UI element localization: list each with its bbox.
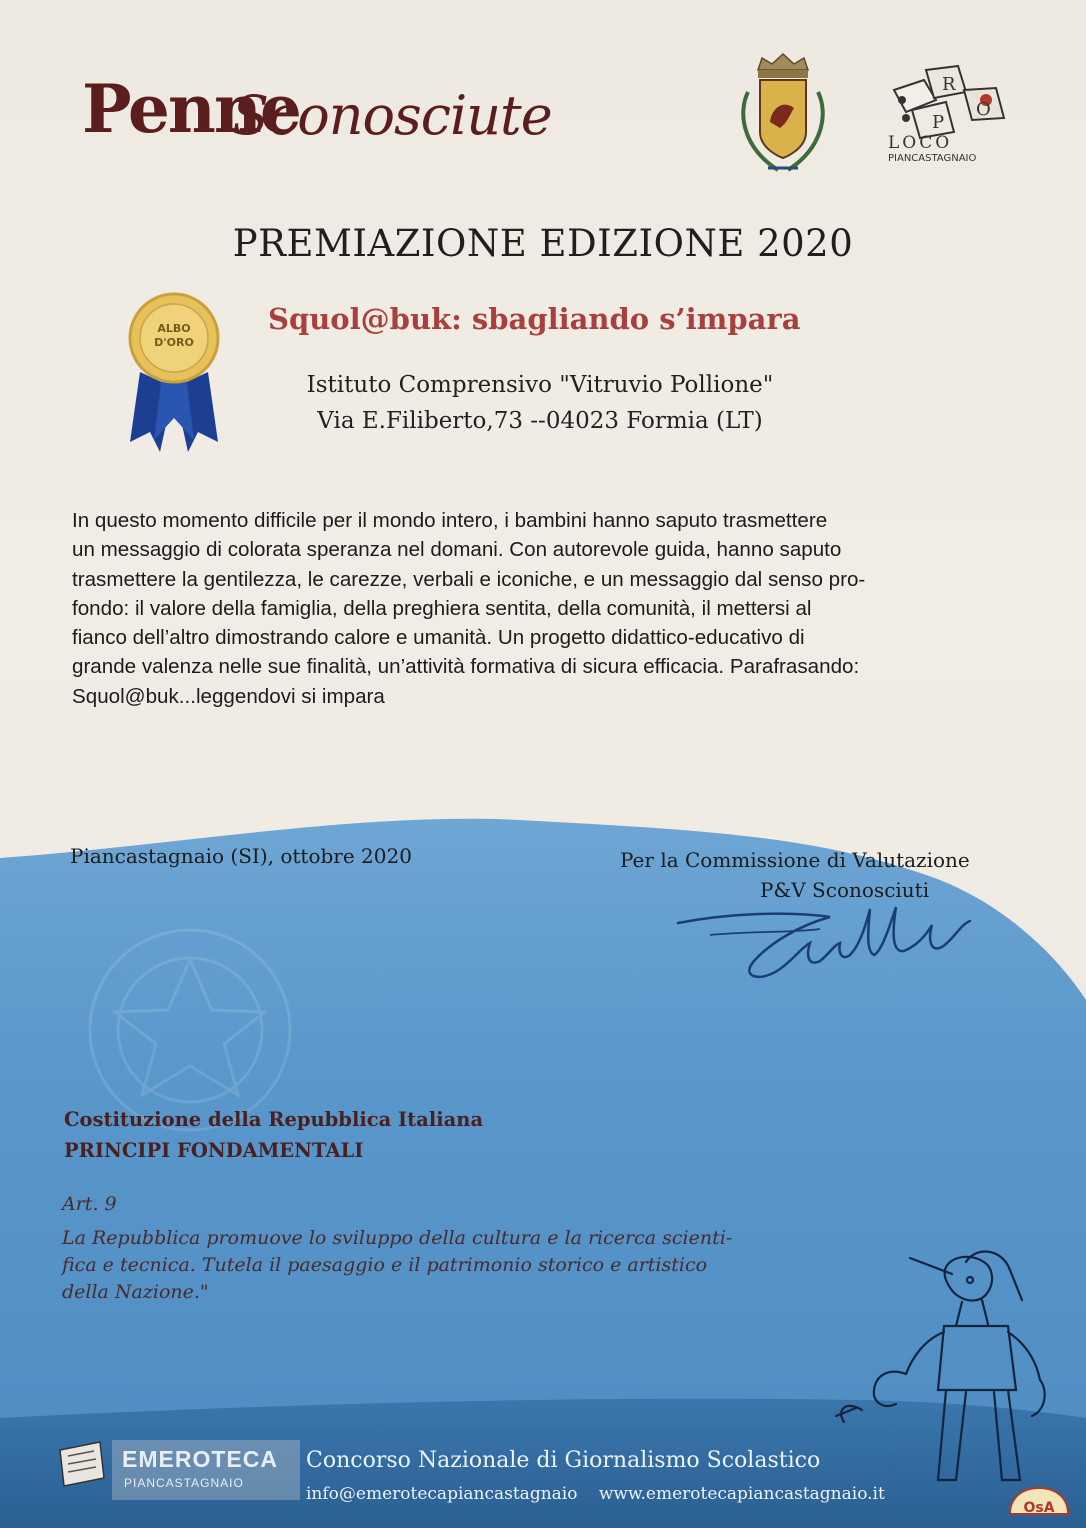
cube-letter-o: O <box>976 99 991 120</box>
emeroteca-brand: EMEROTECA <box>122 1446 278 1472</box>
contact-line <box>306 1484 899 1504</box>
proloco-loco-text: LOCO <box>888 133 953 153</box>
article-text <box>62 1225 822 1306</box>
medal-line1: ALBO <box>157 322 191 335</box>
penne-sconosciute-logo <box>82 50 552 190</box>
committee-name: P&V Sconosciuti <box>760 878 930 902</box>
constitution-title: Costituzione della Repubblica Italiana <box>64 1108 484 1131</box>
motivation-line: In questo momento difficile per il mondo intero, i bambini hanno saputo trasmettere <box>72 509 828 532</box>
article-line: fica e tecnica. Tutela il paesaggio e il patrimonio storico e artistico <box>62 1254 708 1276</box>
coat-of-arms-icon <box>728 52 838 182</box>
emeroteca-subtitle: PIANCASTAGNAIO <box>124 1476 244 1490</box>
contest-name: Concorso Nazionale di Giornalismo Scolastico <box>306 1448 821 1473</box>
proloco-town-text: PIANCASTAGNAIO <box>888 153 977 164</box>
motivation-line: fondo: il valore della famiglia, della preghiera sentita, della comunità, il mettersi al <box>72 596 812 620</box>
medal-line2: D'ORO <box>154 336 194 349</box>
constitution-subtitle: PRINCIPI FONDAMENTALI <box>64 1139 364 1162</box>
pinocchio-drawing <box>826 1240 1056 1500</box>
logo-sconosciute-text: Sconosciute <box>232 84 552 147</box>
motivation-line: trasmettere la gentilezza, le carezze, verbali e iconiche, e un messaggio dal senso pro- <box>72 567 866 591</box>
certificate-title: PREMIAZIONE EDIZIONE 2020 <box>232 222 854 265</box>
motivation-line: Squol@buk...leggendovi si impara <box>72 684 385 708</box>
logo-penne-text: Penne <box>82 70 300 148</box>
cube-letter-p: P <box>932 112 945 133</box>
contact-website: www.emerotecapiancastagnaio.it <box>598 1484 885 1504</box>
article-line: La Repubblica promuove lo sviluppo della cultura e la ricerca scienti- <box>62 1227 733 1249</box>
cube-letter-r: R <box>942 74 956 95</box>
motivation-line: fianco dell’altro dimostrando calore e umanità. Un progetto didattico-educativo di <box>72 626 805 650</box>
osa-badge-text: OsA <box>1023 1500 1055 1516</box>
handwritten-signature <box>670 895 1000 995</box>
article-number: Art. 9 <box>62 1193 117 1215</box>
contact-email: info@emerotecapiancastagnaio <box>306 1484 578 1504</box>
article-line: della Nazione." <box>62 1281 209 1303</box>
newspaper-icon <box>56 1440 108 1490</box>
institute-name: Istituto Comprensivo "Vitruvio Pollione" <box>306 372 774 398</box>
motivation-line: grande valenza nelle sue finalità, un’attività formativa di sicura efficacia. Parafrasando: <box>72 655 860 679</box>
institute-address: Via E.Filiberto,73 --04023 Formia (LT) <box>317 408 763 434</box>
pro-loco-logo <box>876 60 1021 170</box>
gold-medal-icon <box>118 292 230 462</box>
committee-label: Per la Commissione di Valutazione <box>620 848 970 872</box>
award-motivation <box>72 506 1017 711</box>
motivation-line: un messaggio di colorata speranza nel domani. Con autorevole guida, hanno saputo <box>72 538 842 562</box>
place-date: Piancastagnaio (SI), ottobre 2020 <box>70 844 412 868</box>
osa-badge <box>1004 1486 1074 1522</box>
project-name: Squol@buk: sbagliando s’impara <box>268 302 801 336</box>
